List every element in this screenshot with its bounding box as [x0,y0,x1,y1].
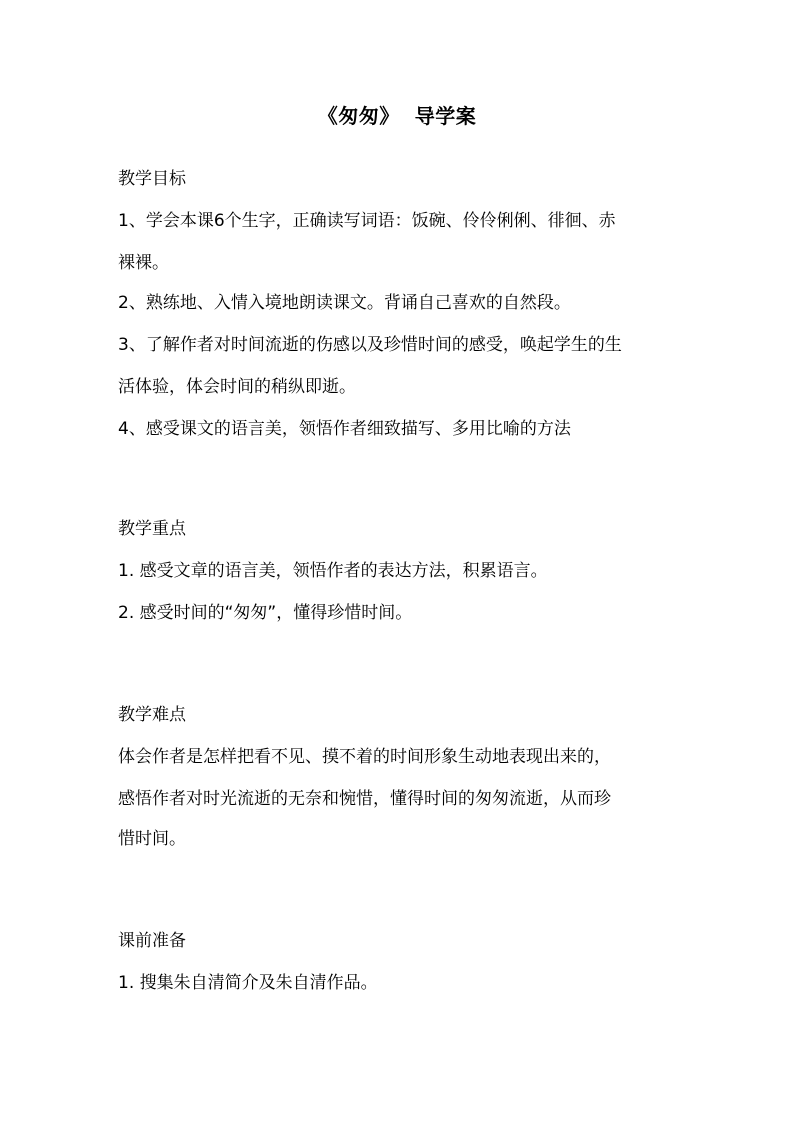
difficulty-line: 惜时间。 [118,829,186,849]
difficulty-line: 体会作者是怎样把看不见、摸不着的时间形象生动地表现出来的， [118,747,611,767]
goal-line: 活体验，体会时间的稍纵即逝。 [118,377,356,397]
section-heading-key-points: 教学重点 [118,519,186,539]
section-heading-preparation: 课前准备 [118,931,186,951]
document-title: 《匆匆》 导学案 [317,104,477,128]
goal-line: 4、感受课文的语言美，领悟作者细致描写、多用比喻的方法 [118,419,571,439]
preparation-line: 1. 搜集朱自清简介及朱自清作品。 [118,973,378,993]
section-heading-goals: 教学目标 [118,169,186,189]
difficulty-line: 感悟作者对时光流逝的无奈和惋惜，懂得时间的匆匆流逝，从而珍 [118,789,611,809]
section-heading-difficulties: 教学难点 [118,705,186,725]
key-point-line: 2. 感受时间的“匆匆”，懂得珍惜时间。 [118,603,413,623]
key-point-line: 1. 感受文章的语言美，领悟作者的表达方法，积累语言。 [118,561,548,581]
goal-line: 1、学会本课6个生字，正确读写词语：饭碗、伶伶俐俐、徘徊、赤 [118,211,616,231]
goal-line: 3、了解作者对时间流逝的伤感以及珍惜时间的感受，唤起学生的生 [118,335,622,355]
goal-line: 2、熟练地、入情入境地朗读课文。背诵自己喜欢的自然段。 [118,293,571,313]
goal-line: 裸裸。 [118,253,169,273]
